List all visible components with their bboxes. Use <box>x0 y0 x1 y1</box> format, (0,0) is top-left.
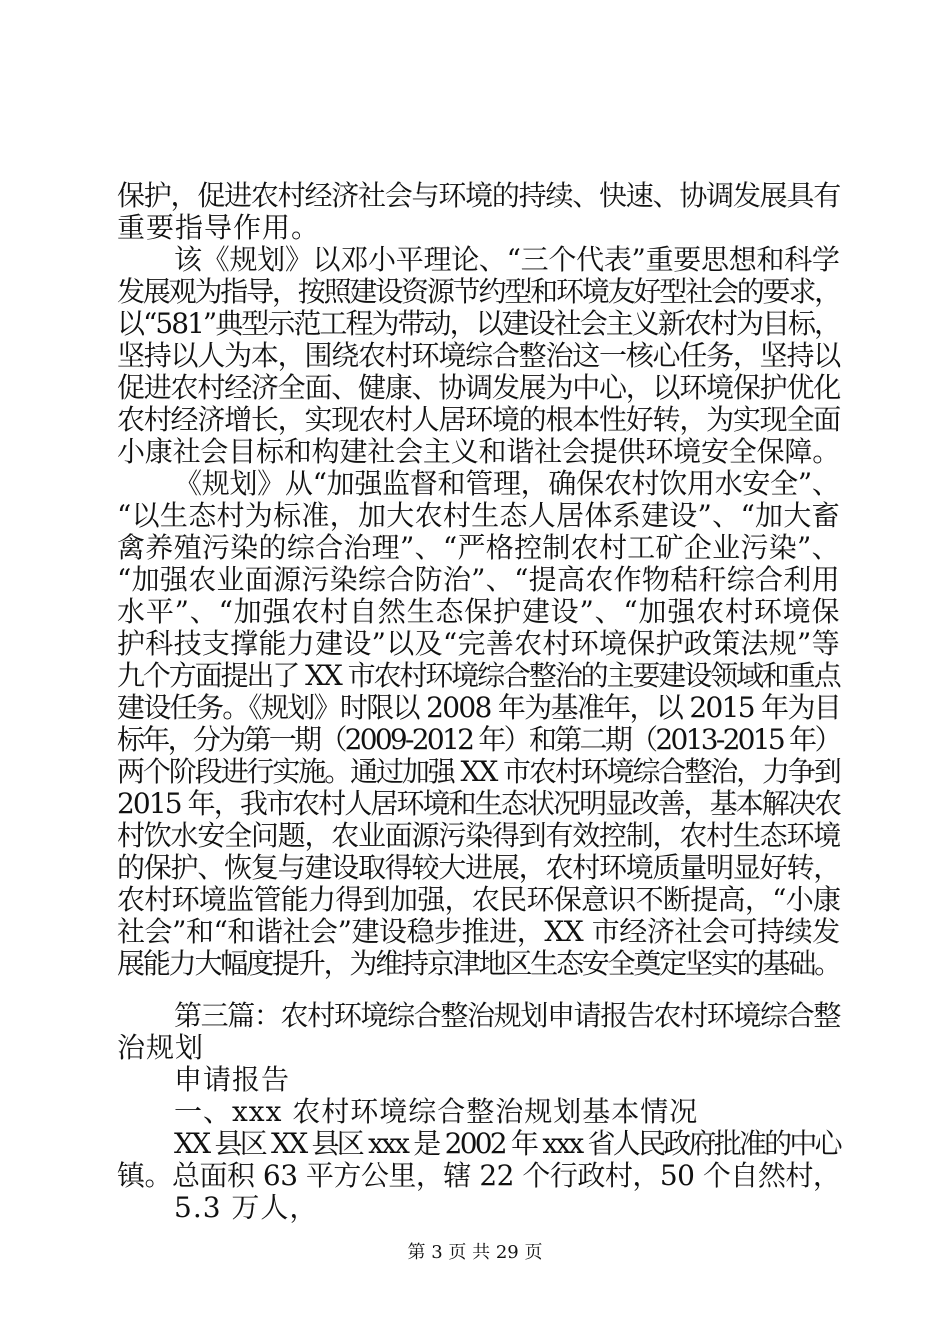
page-number-footer: 第 3 页 共 29 页 <box>407 1242 543 1263</box>
text-line: 两个阶段进行实施。通过加强 XX 市农村环境综合整治，力争到 <box>117 755 840 788</box>
text-line: 社会”和“和谐社会”建设稳步推进，XX 市经济社会可持续发 <box>117 915 840 948</box>
text-line: 的保护、恢复与建设取得较大进展，农村环境质量明显好转， <box>117 851 841 884</box>
subheading: 申请报告 <box>174 1063 291 1096</box>
text-line: 水平”、“加强农村自然生态保护建设”、“加强农村环境保 <box>117 595 841 628</box>
text-line: 重要指导作用。 <box>117 211 321 244</box>
text-line: 《规划》从“加强监督和管理，确保农村饮用水安全”、 <box>174 467 840 500</box>
text-line: 展能力大幅度提升，为维持京津地区生态安全奠定坚实的基础。 <box>117 947 841 980</box>
section-heading: 第三篇：农村环境综合整治规划申请报告农村环境综合整 <box>174 999 841 1032</box>
text-line: 标年，分为第一期（2009-2012 年）和第二期（2013-2015 年） <box>117 723 840 756</box>
text-line: “加强农业面源污染综合防治”、“提高农作物秸秆综合利用 <box>117 563 840 596</box>
subheading: 一、xxx 农村环境综合整治规划基本情况 <box>174 1095 699 1128</box>
text-line: 发展观为指导，按照建设资源节约型和环境友好型社会的要求， <box>117 275 841 308</box>
text-line: 九个方面提出了 XX 市农村环境综合整治的主要建设领域和重点 <box>117 659 840 692</box>
section-heading: 治规划 <box>117 1031 205 1064</box>
text-line: 促进农村经济全面、健康、协调发展为中心，以环境保护优化 <box>117 371 841 404</box>
text-line: 2015 年，我市农村人居环境和生态状况明显改善，基本解决农 <box>117 787 841 820</box>
text-line: 护科技支撑能力建设”以及“完善农村环境保护政策法规”等 <box>117 627 840 660</box>
text-line: 农村环境监管能力得到加强，农民环保意识不断提高，“小康 <box>117 883 841 916</box>
text-line: “以生态村为标准，加大农村生态人居体系建设”、“加大畜 <box>117 499 840 532</box>
text-line: 小康社会目标和构建社会主义和谐社会提供环境安全保障。 <box>117 435 841 468</box>
text-line: XX 县区 XX 县区 xxx 是 2002 年 xxx 省人民政府批准的中心 <box>174 1127 840 1160</box>
text-line: 该《规划》以邓小平理论、“三个代表”重要思想和科学 <box>174 243 840 276</box>
text-line: 禽养殖污染的综合治理”、“严格控制农村工矿企业污染”、 <box>117 531 840 564</box>
text-line: 5.3 万人， <box>174 1191 319 1224</box>
text-line: 坚持以人为本，围绕农村环境综合整治这一核心任务，坚持以 <box>117 339 841 372</box>
text-line: 建设任务。《规划》时限以 2008 年为基准年，以 2015 年为目 <box>117 691 841 724</box>
text-line: 以“581”典型示范工程为带动，以建设社会主义新农村为目标， <box>117 307 841 340</box>
text-line: 镇。总面积 63 平方公里，辖 22 个行政村，50 个自然村， <box>117 1159 841 1192</box>
text-line: 村饮水安全问题，农业面源污染得到有效控制，农村生态环境 <box>117 819 841 852</box>
text-line: 农村经济增长，实现农村人居环境的根本性好转，为实现全面 <box>117 403 841 436</box>
text-line: 保护，促进农村经济社会与环境的持续、快速、协调发展具有 <box>117 179 841 212</box>
